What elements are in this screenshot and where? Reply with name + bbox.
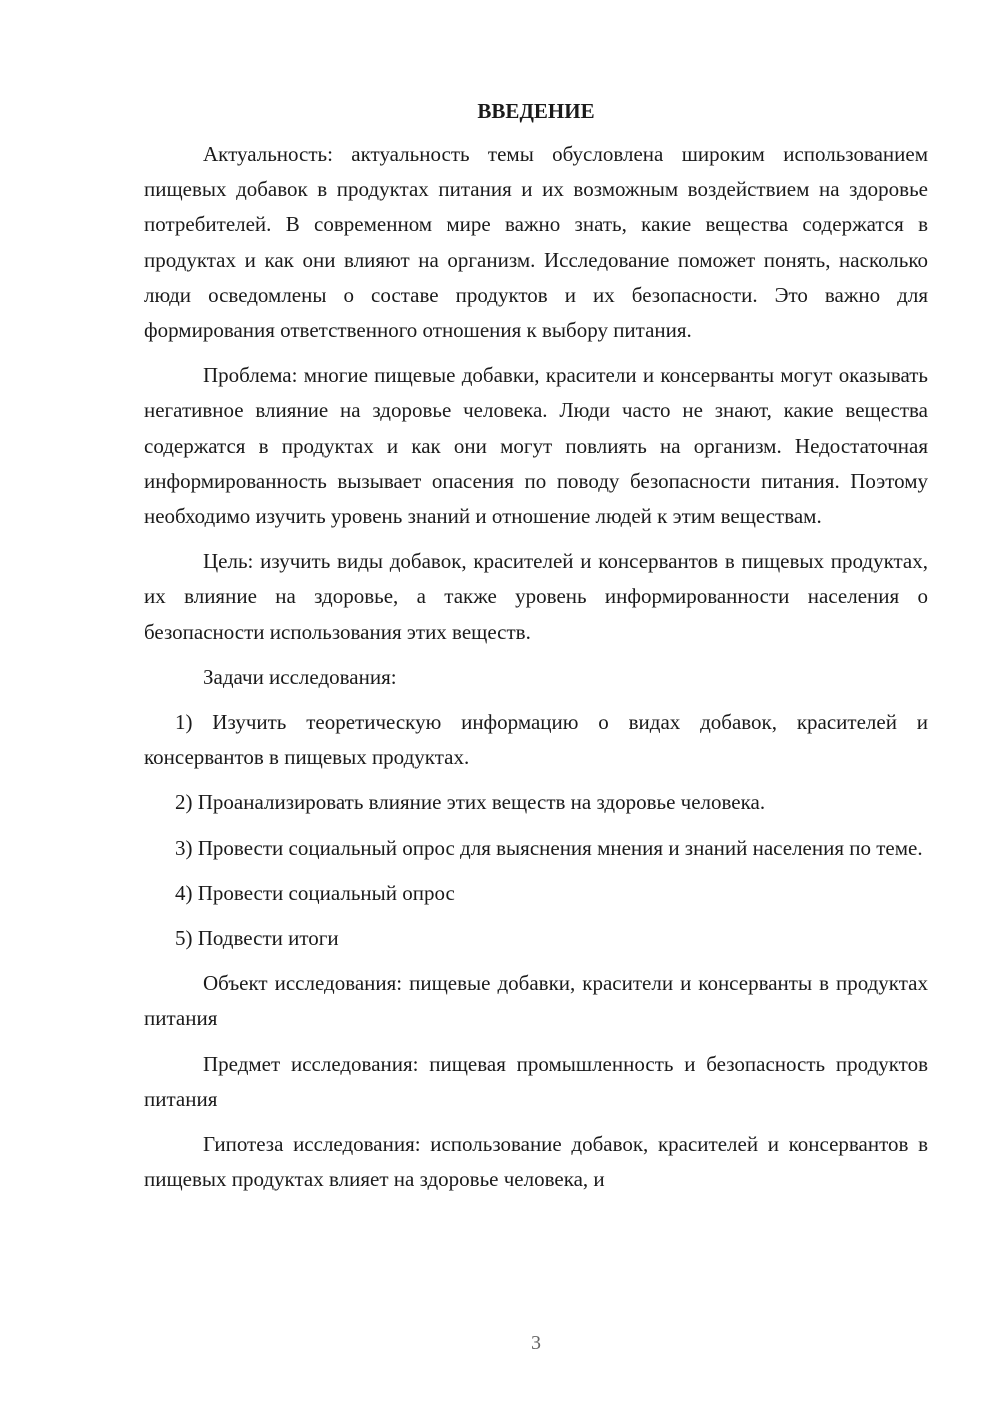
paragraph-relevance: Актуальность: актуальность темы обусловлена широким использованием пищевых добавок в продуктах питания и их возможным воздействием на здоровье потребителей. В современном мире важно знать, какие вещества содержатся в продуктах и как они влияют на организм. Исследование поможет понять, насколько люди осведомлены о составе продуктов и их безопасности. Это важно для формирования ответственного отношения к выбору питания. — [144, 142, 928, 343]
page-content — [144, 94, 928, 1207]
paragraph-hypothesis: Гипотеза исследования: использование добавок, красителей и консервантов в пищевых продуктах влияет на здоровье человека, и — [144, 1132, 928, 1192]
section-title: ВВЕДЕНИЕ — [477, 99, 595, 123]
task-item-2: 2) Проанализировать влияние этих веществ на здоровье человека. — [175, 790, 766, 815]
paragraph-goal: Цель: изучить виды добавок, красителей и консервантов в пищевых продуктах, их влияние на здоровье, а также уровень информированности населения о безопасности использования этих веществ. — [144, 549, 928, 644]
task-item-1: 1) Изучить теоретическую информацию о видах добавок, красителей и консервантов в пищевых продуктах. — [144, 710, 928, 770]
paragraph-problem: Проблема: многие пищевые добавки, красители и консерванты могут оказывать негативное влияние на здоровье человека. Люди часто не знают, какие вещества содержатся в продуктах и как они могут повлиять на организм. Недостаточная информированность вызывает опасения по поводу безопасности питания. Поэтому необходимо изучить уровень знаний и отношение людей к этим веществам. — [144, 363, 928, 529]
page-number: 3 — [531, 1332, 541, 1354]
task-item-4: 4) Провести социальный опрос — [175, 880, 455, 905]
tasks-heading: Задачи исследования: — [203, 664, 397, 689]
task-item-3: 3) Провести социальный опрос для выяснения мнения и знаний населения по теме. — [175, 835, 923, 860]
task-item-5: 5) Подвести итоги — [175, 926, 339, 951]
paragraph-subject: Предмет исследования: пищевая промышленность и безопасность продуктов питания — [144, 1051, 928, 1111]
paragraph-object: Объект исследования: пищевые добавки, красители и консерванты в продуктах питания — [144, 971, 928, 1031]
